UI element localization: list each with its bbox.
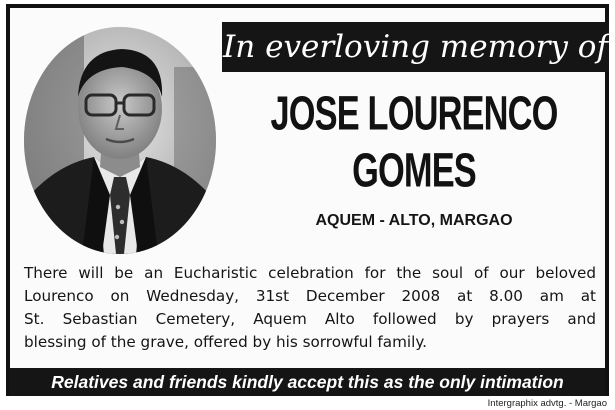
deceased-name-last: GOMES (352, 144, 476, 198)
announcement-line: Lourenco on Wednesday, 31st December 2008 at 8.00 am at (24, 287, 596, 305)
mass-announcement-text (24, 262, 596, 354)
memory-title-banner (222, 22, 609, 72)
portrait-illustration (24, 27, 216, 254)
intimation-banner (10, 368, 605, 396)
deceased-address: AQUEM - ALTO, MARGAO (315, 212, 513, 229)
deceased-portrait-photo (24, 27, 216, 254)
announcement-line: blessing of the grave, offered by his sorrowful family. (24, 333, 427, 351)
deceased-name-first: JOSE LOURENCO (270, 87, 558, 141)
announcement-line: There will be an Eucharistic celebration for the soul of our beloved (24, 264, 596, 282)
agency-credit: Intergraphix advtg. - Margao (487, 398, 607, 409)
announcement-line: St. Sebastian Cemetery, Aquem Alto followed by prayers and (24, 310, 596, 328)
memory-title: In everloving memory of (223, 29, 608, 65)
intimation-text: Relatives and friends kindly accept this as the only intimation (51, 372, 564, 392)
